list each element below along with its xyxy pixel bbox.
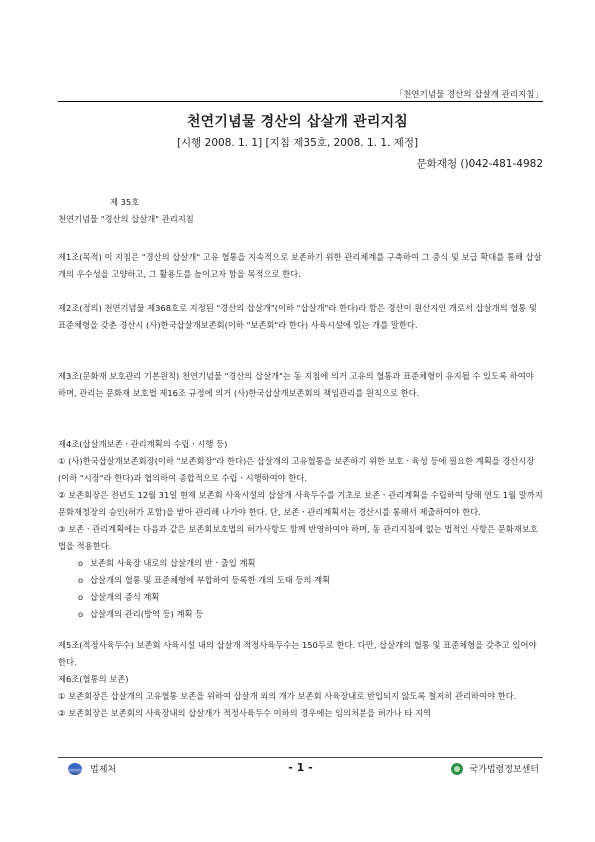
article-1-text: 제1조(목적) 이 지침은 "경산의 삽살개" 고유 혈통을 지속적으로 보존하기 위한 관리체계를 구축하여 그 증식 및 보급 확대를 통해 삽살개의 우수성을 고양하고, 그 활용도를 높이고자 함을 목적으로 한다.: [58, 252, 542, 279]
article-6-para-2: ② 보존회장은 보존회의 사육장내의 삽살개가 적정사육두수 이하의 경우에는 임의처분을 허가나 타 지역: [58, 708, 432, 718]
article-5: [58, 637, 544, 671]
regulation-number: 제 35호: [110, 197, 140, 207]
article-4-para-3: ③ 보존ㆍ관리계획에는 다음과 같은 보존회보호법의 허가사항도 함께 반영하여야 하며, 동 관리지침에 없는 법적인 사항은 문화재보호법을 적용한다.: [58, 524, 538, 551]
law-info-center-logo-icon: [451, 763, 463, 775]
article-2-text: 제2조(정의) 천연기념물 제368호로 지정된 "경산의 삽살개"(이하 "삽살개"라 한다)라 함은 경산이 원산지인 개로서 삽살개의 혈통 및 표준체형을 갖춘 경산시 (사)한국삽살개보존회(이하 "보존회"라 한다) 사육시설에 있는 개를 말한다.: [58, 303, 537, 330]
article-2: [58, 300, 544, 334]
article-4-list: [58, 555, 544, 623]
footer-right: [451, 762, 539, 775]
list-item: o 보존회 사육장 내로의 삽살개의 반ㆍ출입 계획: [78, 558, 256, 568]
article-4-heading: 제4조(삽살개보존ㆍ관리계획의 수립ㆍ시행 등): [58, 439, 228, 449]
article-3-text: 제3조(문화재 보호관리 기본원칙) 천연기념물 "경산의 삽살개"는 동 지침에 의거 고유의 혈통과 표준체형이 유지될 수 있도록 하여야 하며, 관리는 문화재 보호법 제16조 규정에 의거 (사)한국삽살개보존회의 책임관리를 원칙으로 한다.: [58, 371, 534, 398]
article-6-heading: 제6조(혈통의 보존): [58, 674, 129, 684]
list-item: o 삽살개의 증식 계획: [78, 592, 160, 602]
page-number: - 1 -: [288, 761, 313, 774]
running-header: 「천연기념물 경산의 삽살개 관리지침」: [394, 90, 543, 100]
header-rule: [58, 101, 543, 102]
enforcement-info: [시행 2008. 1. 1] [지침 제35호, 2008. 1. 1. 제정]: [176, 137, 419, 149]
footer-left-label: 법제처: [90, 765, 117, 775]
list-item: o 삽살개의 혈통 및 표준체형에 부합하여 등록한 개의 도태 등의 계획: [78, 575, 331, 585]
article-4-para-1: ① (사)한국삽살개보존회장(이하 "보존회장"라 한다)은 삽살개의 고유혈통을 보존하기 위한 보호ㆍ육성 등에 필요한 계획을 경산시장(이하 "시장"라 한다)과 협의하여 종합적으로 수립ㆍ시행하여야 한다.: [58, 456, 535, 483]
article-3: [58, 368, 544, 402]
footer-rule: [58, 757, 543, 758]
article-5-text: 제5조(적정사육두수) 보존회 사육시설 내의 삽살개 적정사육두수는 150두로 한다. 다만, 삽살개의 혈통 및 표준체형을 갖추고 있어야 한다.: [58, 640, 537, 667]
article-6: [58, 671, 544, 722]
page-footer: [58, 762, 543, 778]
list-item: o 삽살개의 관리(방역 등) 계획 등: [78, 609, 204, 619]
department-contact: 문화재청 ()042-481-4982: [416, 158, 543, 170]
article-1: [58, 249, 544, 283]
article-6-para-1: ① 보존회장은 삽살개의 고유혈통 보존을 위하여 삽살개 외의 개가 보존회 사육장내로 반입되지 않도록 철저히 관리하여야 한다.: [58, 691, 517, 701]
page-title: 천연기념물 경산의 삽살개 관리지침: [186, 114, 409, 130]
footer-right-label: 국가법령정보센터: [469, 765, 539, 775]
article-4: [58, 436, 544, 623]
regulation-title: 천연기념물 "경산의 삽살개" 관리지침: [58, 214, 194, 224]
article-4-para-2: ② 보존회장은 전년도 12월 31일 현재 보존회 사육시설의 삽살개 사육두수를 기초로 보존ㆍ관리계획을 수립하여 당해 연도 1월 말까지 문화재청장의 승인(허가 포함)을 받아 관리해 나가야 한다. 단, 보존ㆍ관리계획서는 경산시를 통해서 제출하여야 한다.: [58, 490, 543, 517]
